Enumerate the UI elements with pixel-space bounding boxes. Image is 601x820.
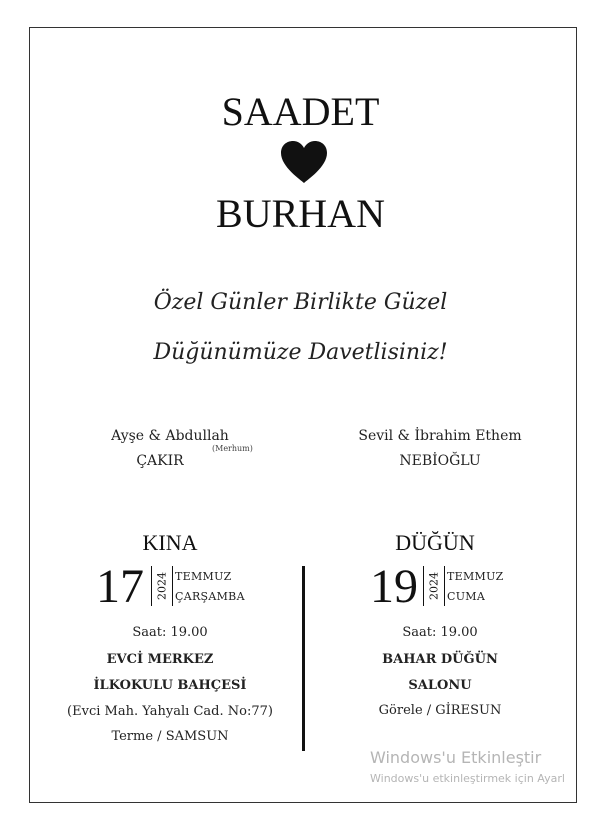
dugun-day: 19 <box>370 560 418 613</box>
dugun-month: TEMMUZ <box>447 570 504 583</box>
kina-year: 2024 <box>155 572 169 600</box>
merhum-note: (Merhum) <box>212 444 253 453</box>
dugun-venue-line1: BAHAR DÜĞÜN <box>382 652 498 667</box>
dugun-title: DÜĞÜN <box>395 530 475 555</box>
heart-icon <box>279 140 329 184</box>
kina-title: KINA <box>142 530 198 555</box>
kina-city: Terme / SAMSUN <box>111 729 229 744</box>
tagline-line1: Özel Günler Birlikte Güzel <box>153 290 448 315</box>
kina-address: (Evci Mah. Yahyalı Cad. No:77) <box>67 704 273 719</box>
windows-activation-subtitle: Windows'u etkinleştirmek için Ayarl <box>370 772 565 785</box>
dugun-year-box <box>423 566 445 606</box>
dugun-time: Saat: 19.00 <box>402 625 478 640</box>
center-divider <box>302 566 305 751</box>
windows-activation-title: Windows'u Etkinleştir <box>370 748 542 767</box>
groom-family-names: Sevil & İbrahim Ethem <box>358 428 522 444</box>
kina-venue-line2: İLKOKULU BAHÇESİ <box>93 678 247 693</box>
groom-family-surname: NEBİOĞLU <box>399 453 481 469</box>
kina-day: 17 <box>96 560 144 613</box>
kina-venue-line1: EVCİ MERKEZ <box>106 652 214 667</box>
dugun-weekday: CUMA <box>447 590 486 603</box>
bride-family-names: Ayşe & Abdullah <box>111 428 229 444</box>
dugun-year: 2024 <box>427 572 441 600</box>
kina-time: Saat: 19.00 <box>132 625 208 640</box>
dugun-city: Görele / GİRESUN <box>378 703 502 718</box>
bride-family-surname: ÇAKIR <box>136 453 184 469</box>
kina-weekday: ÇARŞAMBA <box>175 590 245 603</box>
tagline-line2: Düğünümüze Davetlisiniz! <box>153 340 448 365</box>
groom-name: BURHAN <box>216 191 385 236</box>
bride-name: SAADET <box>221 89 380 134</box>
kina-month: TEMMUZ <box>175 570 232 583</box>
dugun-venue-line2: SALONU <box>408 678 472 693</box>
kina-year-box <box>151 566 173 606</box>
